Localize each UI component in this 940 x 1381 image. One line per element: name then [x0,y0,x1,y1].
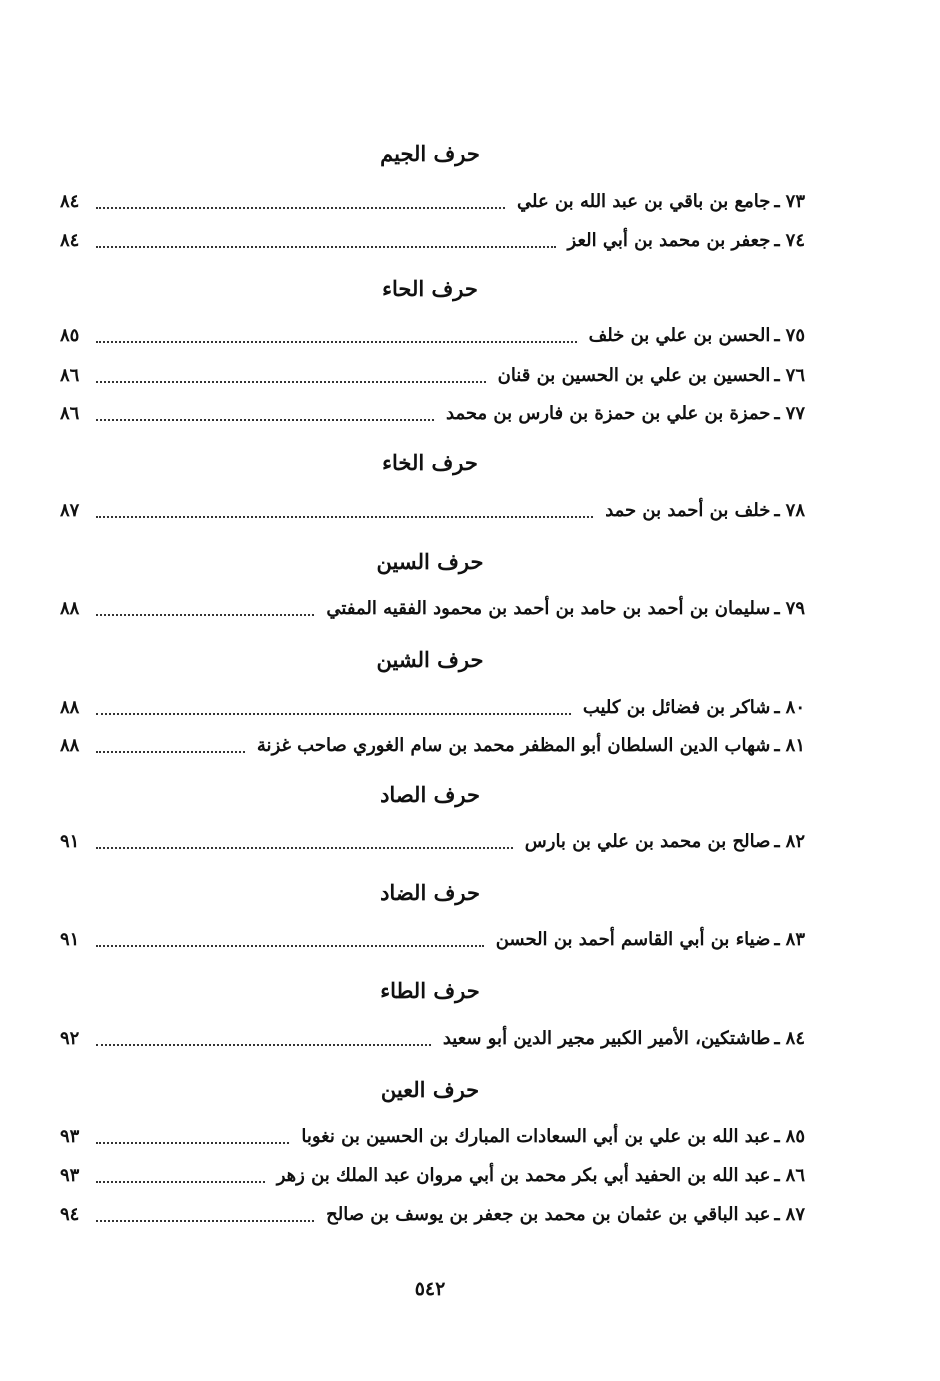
toc-entry [60,594,805,624]
entry-page: ٩٢ [60,1028,80,1049]
dot-leader [96,713,571,715]
entry-page: ٨٧ [60,500,80,521]
entry-page: ٨٨ [60,697,80,718]
toc-entry [60,925,805,955]
dot-leader [96,1220,314,1222]
dot-leader [96,751,245,753]
entry-number: ٧٦ [785,365,805,386]
toc-entry [60,321,805,351]
entry-name: عبد الباقي بن عثمان بن محمد بن جعفر بن يوسف بن صالح [326,1204,771,1225]
entry-number: ٨١ [785,735,805,756]
dot-leader [96,1142,289,1144]
section-heading: حرف الضاد [380,880,480,905]
entry-page: ٨٥ [60,325,80,346]
entry-number: ٨٤ [785,1028,805,1049]
toc-entry [60,1200,805,1230]
dot-leader [96,945,484,947]
entry-name: طاشتكين، الأمير الكبير مجير الدين أبو سعيد [442,1028,771,1049]
toc-entry [60,399,805,429]
entry-page: ٩٤ [60,1204,80,1225]
entry-page: ٩٣ [60,1126,80,1147]
entry-dash: ـ [774,325,780,346]
entry-name: عبد الله بن الحفيد أبي بكر محمد بن أبي مروان عبد الملك بن زهر [276,1165,771,1186]
dot-leader [96,1181,265,1183]
entry-page: ٨٦ [60,403,80,424]
dot-leader [96,847,513,849]
entry-name: ضياء بن أبي القاسم أحمد بن الحسن [495,929,771,950]
entry-dash: ـ [774,230,780,251]
entry-number: ٨٥ [785,1126,805,1147]
entry-dash: ـ [774,191,780,212]
section-heading: حرف الطاء [380,978,480,1003]
entry-number: ٧٧ [785,403,805,424]
entry-page: ٨٦ [60,365,80,386]
entry-page: ٨٨ [60,735,80,756]
entry-name: جامع بن باقي بن عبد الله بن علي [517,191,771,212]
section-heading: حرف الشين [376,647,484,672]
entry-name: الحسين بن علي بن الحسين بن قنان [497,365,771,386]
entry-dash: ـ [774,1204,780,1225]
entry-dash: ـ [774,500,780,521]
entry-name: جعفر بن محمد بن أبي العز [567,230,771,251]
section-heading: حرف الحاء [382,276,478,301]
entry-name: الحسن بن علي بن خلف [588,325,771,346]
entry-number: ٨٠ [785,697,805,718]
entry-name: خلف بن أحمد بن حمد [605,500,771,521]
entry-dash: ـ [774,1028,780,1049]
page-number: ٥٤٢ [414,1278,446,1300]
section-heading: حرف العين [380,1077,480,1102]
toc-entry [60,361,805,391]
toc-entry [60,187,805,217]
entry-name: عبد الله بن علي بن أبي السعادات المبارك بن الحسين بن نغوبا [301,1126,771,1147]
entry-page: ٩١ [60,929,80,950]
section-heading: حرف السين [376,549,484,574]
entry-page: ٩١ [60,831,80,852]
section-heading: حرف الصاد [380,782,480,807]
entry-page: ٨٤ [60,191,80,212]
entry-number: ٧٨ [785,500,805,521]
entry-page: ٨٨ [60,598,80,619]
entry-name: صالح بن محمد بن علي بن بارس [524,831,771,852]
dot-leader [96,207,505,209]
entry-number: ٨٢ [785,831,805,852]
dot-leader [96,341,577,343]
entry-dash: ـ [774,831,780,852]
entry-number: ٨٦ [785,1165,805,1186]
toc-entry [60,1122,805,1152]
dot-leader [96,614,314,616]
entry-name: شاكر بن فضائل بن كليب [582,697,771,718]
toc-entry [60,1161,805,1191]
entry-dash: ـ [774,365,780,386]
toc-entry [60,226,805,256]
dot-leader [96,516,593,518]
entry-dash: ـ [774,1165,780,1186]
entry-name: حمزة بن علي بن حمزة بن فارس بن محمد [446,403,771,424]
entry-name: شهاب الدين السلطان أبو المظفر محمد بن سام الغوري صاحب غزنة [256,735,771,756]
section-heading: حرف الخاء [382,450,478,475]
entry-dash: ـ [774,697,780,718]
dot-leader [96,419,434,421]
entry-dash: ـ [774,403,780,424]
entry-name: سليمان بن أحمد بن حامد بن أحمد بن محمود الفقيه المفتي [326,598,771,619]
entry-dash: ـ [774,929,780,950]
entry-dash: ـ [774,1126,780,1147]
entry-number: ٧٩ [785,598,805,619]
entry-number: ٧٣ [785,191,805,212]
toc-entry [60,731,805,761]
toc-entry [60,1024,805,1054]
entry-number: ٧٤ [785,230,805,251]
toc-entry [60,827,805,857]
section-heading: حرف الجيم [380,141,480,166]
dot-leader [96,381,486,383]
entry-dash: ـ [774,598,780,619]
entry-dash: ـ [774,735,780,756]
dot-leader [96,246,556,248]
entry-number: ٨٧ [785,1204,805,1225]
entry-number: ٨٣ [785,929,805,950]
entry-page: ٩٣ [60,1165,80,1186]
entry-number: ٧٥ [785,325,805,346]
toc-entry [60,496,805,526]
toc-entry [60,693,805,723]
entry-page: ٨٤ [60,230,80,251]
dot-leader [96,1044,431,1046]
